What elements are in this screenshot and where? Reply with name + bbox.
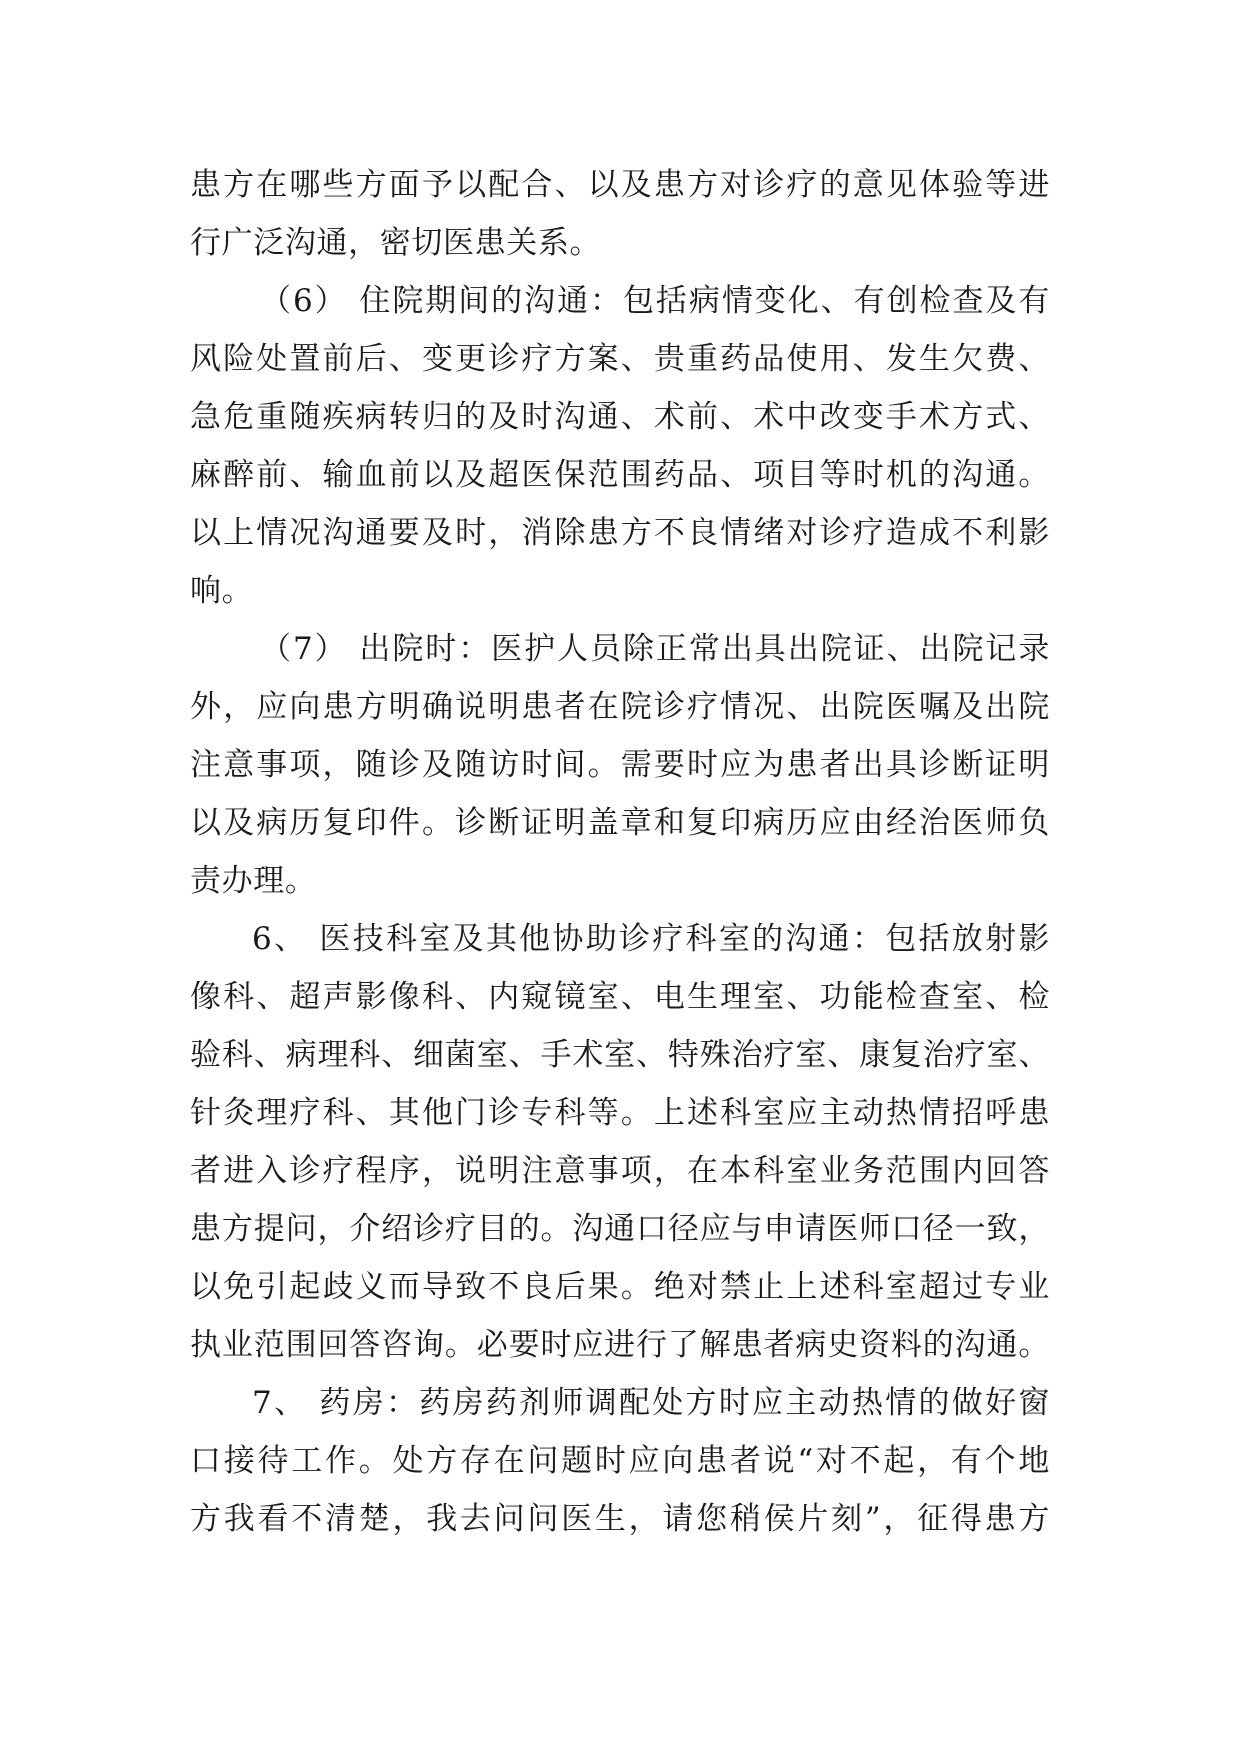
text-line: 注意事项，随诊及随访时间。需要时应为患者出具诊断证明: [190, 747, 1050, 783]
text-line: 6、 医技科室及其他协助诊疗科室的沟通：包括放射影: [252, 921, 1050, 957]
text-line: 针灸理疗科、其他门诊专科等。上述科室应主动热情招呼患: [190, 1095, 1050, 1131]
text-line: 执业范围回答咨询。必要时应进行了解患者病史资料的沟通。: [190, 1327, 1050, 1363]
text-line: 急危重随疾病转归的及时沟通、术前、术中改变手术方式、: [190, 399, 1050, 435]
text-line: 风险处置前后、变更诊疗方案、贵重药品使用、发生欠费、: [190, 341, 1050, 377]
text-line: 患方在哪些方面予以配合、以及患方对诊疗的意见体验等进: [190, 167, 1050, 203]
text-line: 7、 药房：药房药剂师调配处方时应主动热情的做好窗: [252, 1385, 1050, 1421]
text-line: 患方提问，介绍诊疗目的。沟通口径应与申请医师口径一致，: [190, 1211, 1050, 1247]
text-line: 责办理。: [190, 863, 317, 899]
text-line: （6） 住院期间的沟通：包括病情变化、有创检查及有: [260, 283, 1050, 319]
text-line: 以免引起歧义而导致不良后果。绝对禁止上述科室超过专业: [190, 1269, 1050, 1305]
text-line: 方我看不清楚，我去问问医生，请您稍侯片刻”，征得患方: [190, 1501, 1050, 1537]
text-line: 行广泛沟通，密切医患关系。: [190, 225, 602, 261]
text-line: 以及病历复印件。诊断证明盖章和复印病历应由经治医师负: [190, 805, 1050, 841]
text-line: 者进入诊疗程序，说明注意事项，在本科室业务范围内回答: [190, 1153, 1050, 1189]
text-line: 口接待工作。处方存在问题时应向患者说“对不起，有个地: [190, 1443, 1050, 1479]
text-line: （7） 出院时：医护人员除正常出具出院证、出院记录: [260, 631, 1050, 667]
text-line: 验科、病理科、细菌室、手术室、特殊治疗室、康复治疗室、: [190, 1037, 1050, 1073]
text-line: 以上情况沟通要及时，消除患方不良情绪对诊疗造成不利影: [190, 515, 1050, 551]
text-line: 麻醉前、输血前以及超医保范围药品、项目等时机的沟通。: [190, 457, 1050, 493]
text-line: 响。: [190, 573, 254, 609]
text-line: 像科、超声影像科、内窥镜室、电生理室、功能检查室、检: [190, 979, 1050, 1015]
text-line: 外，应向患方明确说明患者在院诊疗情况、出院医嘱及出院: [190, 689, 1050, 725]
